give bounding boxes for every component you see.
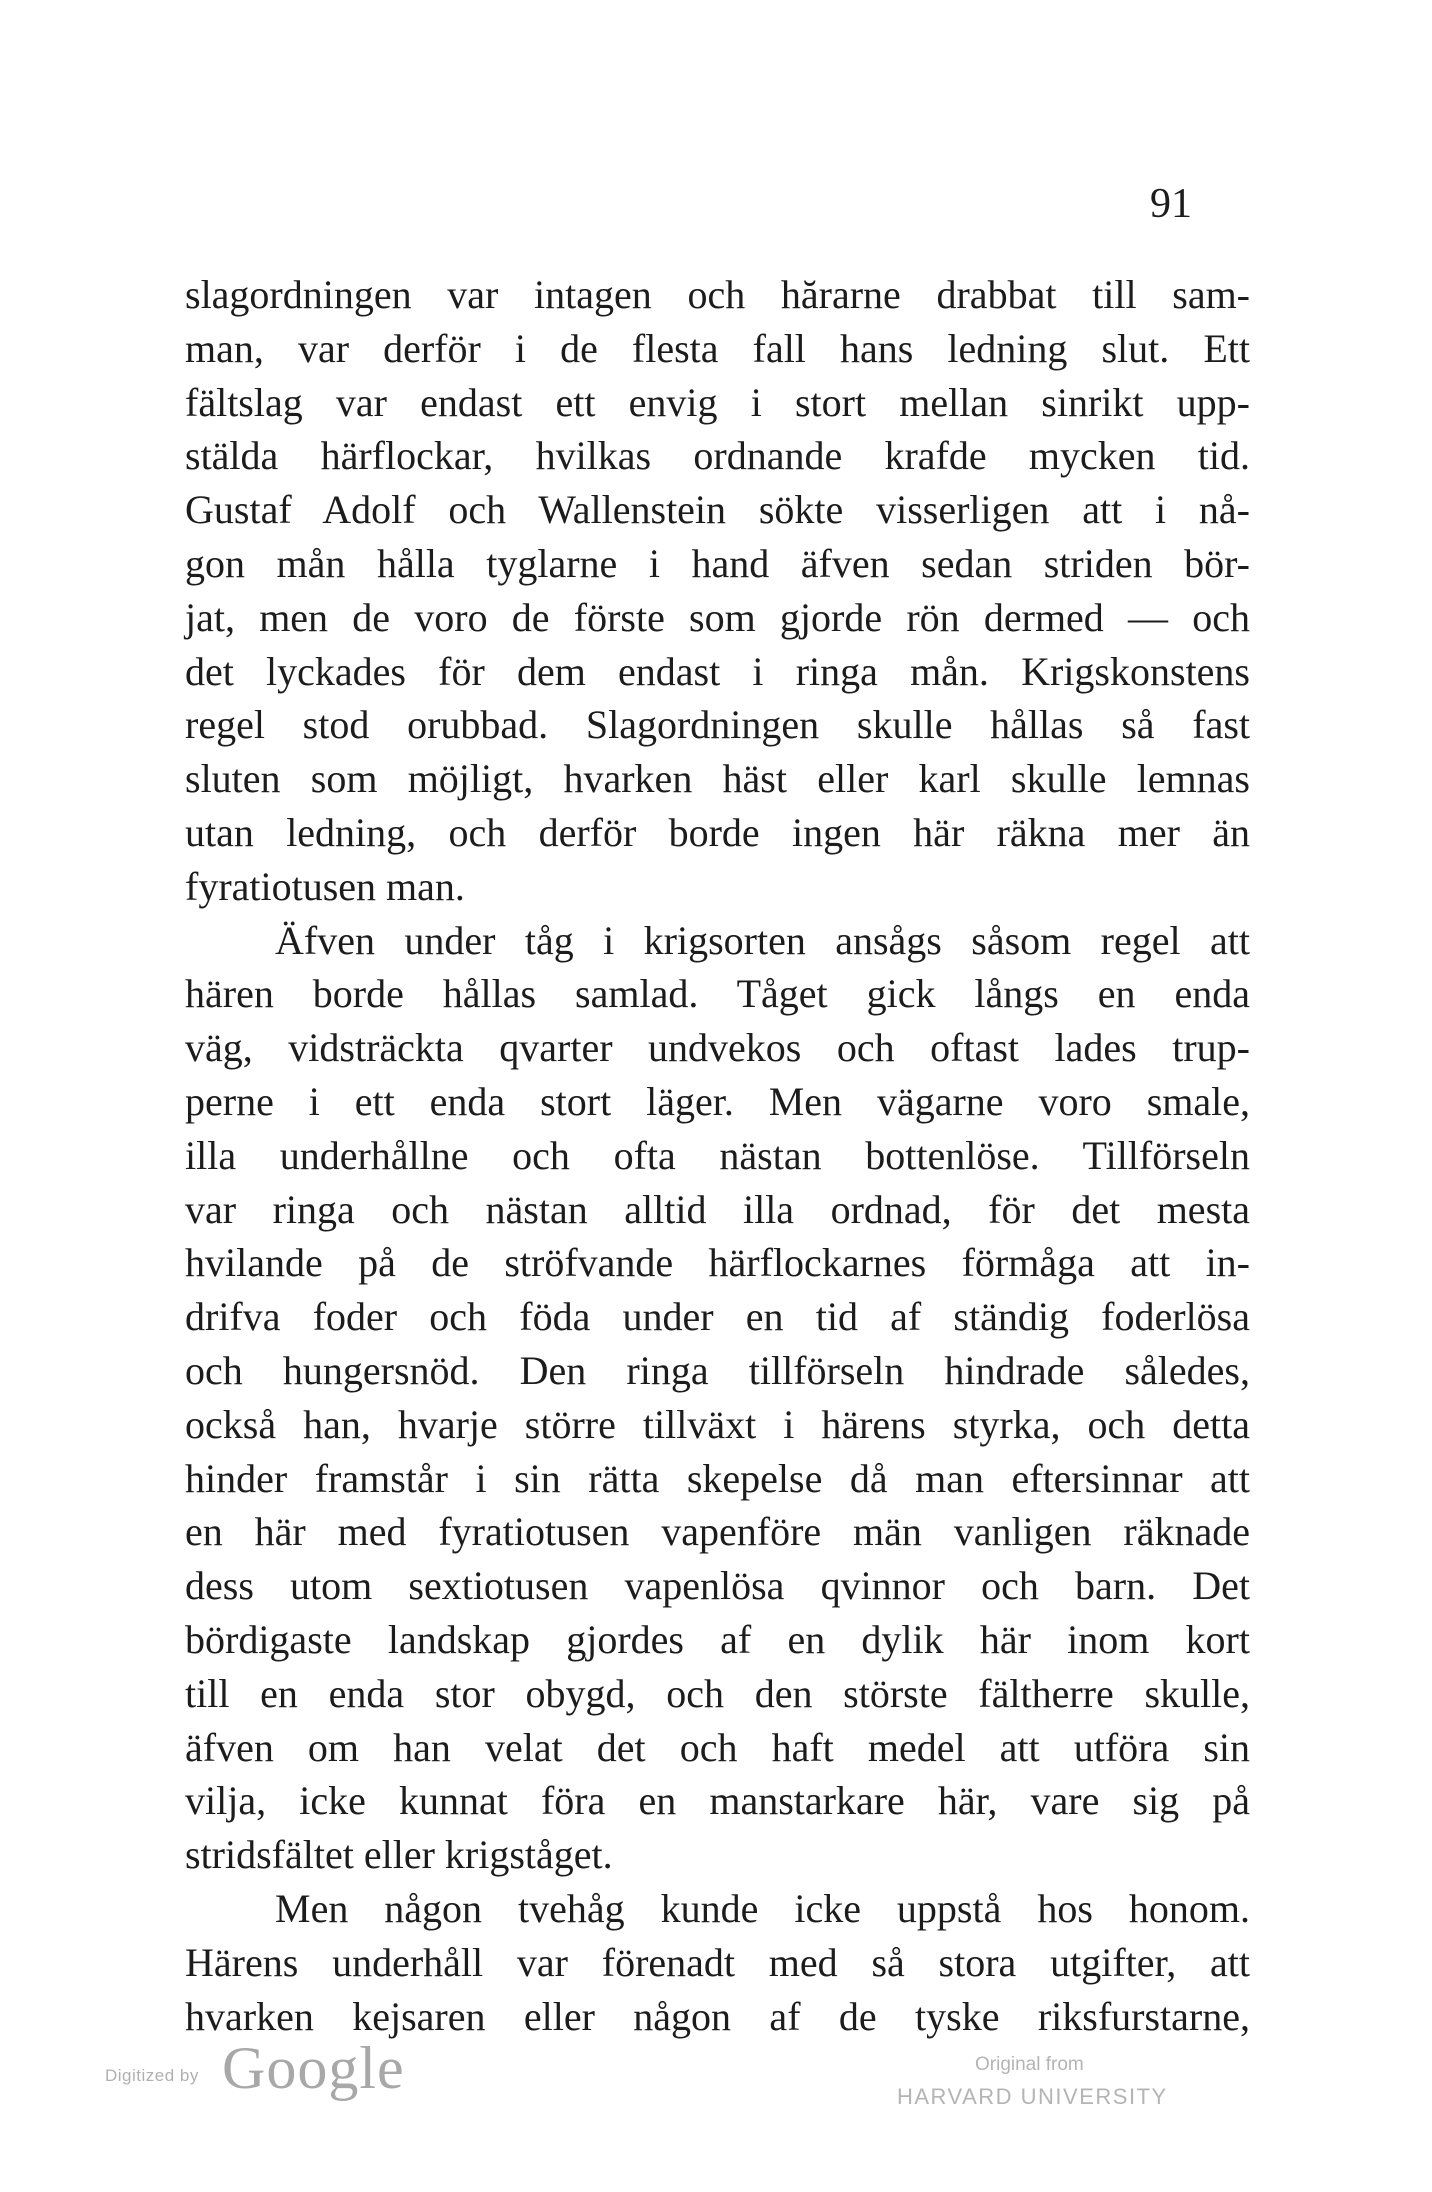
text-line: hvarken kejsaren eller någon af de tyske riksfurstarne, bbox=[185, 1993, 1250, 2039]
text-line: fältslag var endast ett envig i stort mellan sinrikt upp- bbox=[185, 379, 1250, 425]
text-line: drifva foder och föda under en tid af ständig foderlösa bbox=[185, 1294, 1250, 1340]
body-text bbox=[185, 268, 1250, 2043]
text-line: dess utom sextiotusen vapenlösa qvinnor och barn. Det bbox=[185, 1563, 1250, 1609]
text-line: Men någon tvehåg kunde icke uppstå hos honom. bbox=[275, 1885, 1250, 1931]
text-line: hinder framstår i sin rätta skepelse då man eftersinnar att bbox=[185, 1455, 1250, 1501]
text-line: sluten som möjligt, hvarken häst eller karl skulle lemnas bbox=[185, 756, 1250, 802]
text-line: en här med fyratiotusen vapenföre män vanligen räknade bbox=[185, 1509, 1250, 1555]
text-line: illa underhållne och ofta nästan bottenlöse. Tillförseln bbox=[185, 1132, 1250, 1178]
text-line: gon mån hålla tyglarne i hand äfven sedan striden bör- bbox=[185, 540, 1250, 586]
text-line: slagordningen var intagen och hărarne drabbat till sam- bbox=[185, 272, 1250, 317]
text-line: Gustaf Adolf och Wallenstein sökte visserligen att i nå- bbox=[185, 487, 1250, 533]
text-line: jat, men de voro de förste som gjorde rön dermed — och bbox=[185, 594, 1250, 640]
text-line: man, var derför i de flesta fall hans ledning slut. Ett bbox=[185, 325, 1250, 371]
text-line: vilja, icke kunnat föra en manstarkare här, vare sig på bbox=[185, 1778, 1250, 1824]
text-line: stälda härflockar, hvilkas ordnande krafde mycken tid. bbox=[185, 433, 1250, 479]
text-line: också han, hvarje större tillväxt i härens styrka, och detta bbox=[185, 1401, 1250, 1447]
page-number: 91 bbox=[1150, 181, 1192, 227]
text-line: väg, vidsträckta qvarter undvekos och oftast lades trup- bbox=[185, 1025, 1250, 1071]
text-line: var ringa och nästan alltid illa ordnad, för det mesta bbox=[185, 1186, 1250, 1232]
digitization-footer bbox=[0, 2035, 1432, 2118]
digitized-by-label: Digitized by bbox=[105, 2066, 199, 2085]
text-line: det lyckades för dem endast i ringa mån. Krigskonstens bbox=[185, 648, 1250, 694]
text-line: hvilande på de ströfvande härflockarnes förmåga att in- bbox=[185, 1240, 1250, 1286]
google-logo: Google bbox=[222, 2035, 405, 2101]
text-line: stridsfältet eller krigståget. bbox=[185, 1832, 613, 1878]
text-line: utan ledning, och derför borde ingen här räkna mer än bbox=[185, 809, 1250, 855]
text-line: hären borde hållas samlad. Tåget gick långs en enda bbox=[185, 971, 1250, 1017]
harvard-university-label: HARVARD UNIVERSITY bbox=[897, 2084, 1168, 2109]
text-line: perne i ett enda stort läger. Men vägarne voro smale, bbox=[185, 1078, 1250, 1124]
text-line: Härens underhåll var förenadt med så stora utgifter, att bbox=[185, 1939, 1250, 1985]
text-line: fyratiotusen man. bbox=[185, 863, 465, 909]
text-line: bördigaste landskap gjordes af en dylik här inom kort bbox=[185, 1616, 1250, 1662]
text-line: till en enda stor obygd, och den störste fältherre skulle, bbox=[185, 1670, 1250, 1716]
original-from-label: Original from bbox=[975, 2054, 1084, 2075]
text-line: äfven om han velat det och haft medel att utföra sin bbox=[185, 1724, 1250, 1770]
text-line: och hungersnöd. Den ringa tillförseln hindrade således, bbox=[185, 1347, 1250, 1393]
text-line: Äfven under tåg i krigsorten ansågs såsom regel att bbox=[275, 917, 1250, 963]
text-line: regel stod orubbad. Slagordningen skulle hållas så fast bbox=[185, 702, 1250, 748]
